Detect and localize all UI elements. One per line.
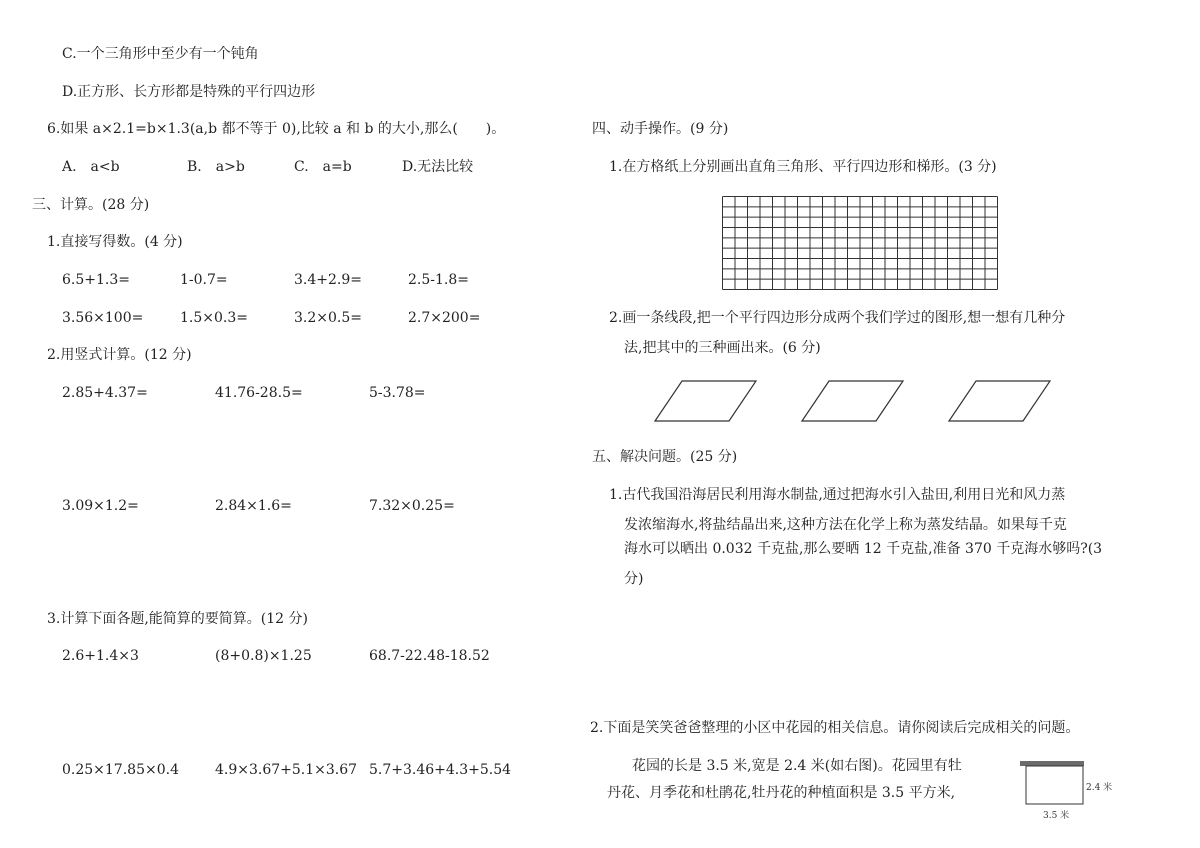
width-label: 2.4 米	[1086, 783, 1113, 793]
section-3-heading: 三、计算。(28 分)	[32, 197, 150, 213]
q6-option-c: C. a=b	[294, 159, 352, 175]
q3-item: 2.6+1.4×3	[62, 648, 139, 664]
q5-1-line: 1.古代我国沿海居民利用海水制盐,通过把海水引入盐田,利用日光和风力蒸	[609, 487, 1066, 503]
q4-2-text-line1: 2.画一条线段,把一个平行四边形分成两个我们学过的图形,想一想有几种分	[609, 310, 1066, 326]
q4-2-text-line2: 法,把其中的三种画出来。(6 分)	[624, 340, 821, 356]
q5-1-line: 分)	[624, 571, 644, 587]
option-c: C.一个三角形中至少有一个钝角	[62, 46, 259, 62]
garden-rectangle	[1026, 766, 1083, 804]
q5-1-line: 发浓缩海水,将盐结晶出来,这种方法在化学上称为蒸发结晶。如果每千克	[624, 517, 1067, 533]
square-grid-paper	[722, 196, 998, 290]
length-label: 3.5 米	[1043, 811, 1070, 821]
q1-item: 1-0.7=	[180, 272, 228, 288]
q1-item: 2.7×200=	[408, 310, 481, 326]
q1-item: 2.5-1.8=	[408, 272, 469, 288]
parallelograms	[650, 376, 1060, 426]
garden-rectangle-figure	[1015, 758, 1120, 824]
section-5-heading: 五、解决问题。(25 分)	[592, 449, 738, 465]
q4-1-text: 1.在方格纸上分别画出直角三角形、平行四边形和梯形。(3 分)	[609, 159, 997, 175]
q2-item: 3.09×1.2=	[62, 498, 139, 514]
q5-2-paragraph-line1: 花园的长是 3.5 米,宽是 2.4 米(如右图)。花园里有牡	[632, 758, 962, 774]
q6-option-b: B. a>b	[187, 159, 245, 175]
q2-item: 5-3.78=	[369, 385, 426, 401]
garden-top-edge	[1020, 761, 1084, 766]
q3-heading: 3.计算下面各题,能简算的要简算。(12 分)	[47, 611, 308, 627]
q2-item: 41.76-28.5=	[215, 385, 303, 401]
q2-item: 2.84×1.6=	[215, 498, 292, 514]
q1-item: 3.56×100=	[62, 310, 144, 326]
q5-2-paragraph-line2: 丹花、月季花和杜鹃花,牡丹花的种植面积是 3.5 平方米,	[607, 785, 956, 801]
q2-heading: 2.用竖式计算。(12 分)	[47, 347, 192, 363]
question-6: 6.如果 a×2.1=b×1.3(a,b 都不等于 0),比较 a 和 b 的大小,那么( )。	[47, 121, 506, 137]
q1-item: 6.5+1.3=	[62, 272, 130, 288]
q6-option-d: D.无法比较	[402, 159, 474, 175]
q3-item: 68.7-22.48-18.52	[369, 648, 490, 664]
q2-item: 7.32×0.25=	[369, 498, 455, 514]
q1-heading: 1.直接写得数。(4 分)	[47, 234, 183, 250]
option-d: D.正方形、长方形都是特殊的平行四边形	[62, 84, 316, 100]
parallelogram-shape	[655, 381, 756, 421]
q3-item: 0.25×17.85×0.4	[62, 762, 179, 778]
parallelogram-shape	[949, 381, 1050, 421]
parallelogram-shape	[802, 381, 903, 421]
q6-option-a: A. a<b	[62, 159, 120, 175]
q3-item: 4.9×3.67+5.1×3.67	[215, 762, 358, 778]
q1-item: 1.5×0.3=	[180, 310, 248, 326]
section-4-heading: 四、动手操作。(9 分)	[592, 121, 729, 137]
q1-item: 3.2×0.5=	[294, 310, 362, 326]
q3-item: 5.7+3.46+4.3+5.54	[369, 762, 512, 778]
q5-1-line: 海水可以晒出 0.032 千克盐,那么要晒 12 千克盐,准备 370 千克海水够吗?(3	[624, 541, 1103, 557]
q2-item: 2.85+4.37=	[62, 385, 148, 401]
q3-item: (8+0.8)×1.25	[215, 648, 312, 664]
q1-item: 3.4+2.9=	[294, 272, 362, 288]
q5-2-text: 2.下面是笑笑爸爸整理的小区中花园的相关信息。请你阅读后完成相关的问题。	[590, 720, 1080, 736]
